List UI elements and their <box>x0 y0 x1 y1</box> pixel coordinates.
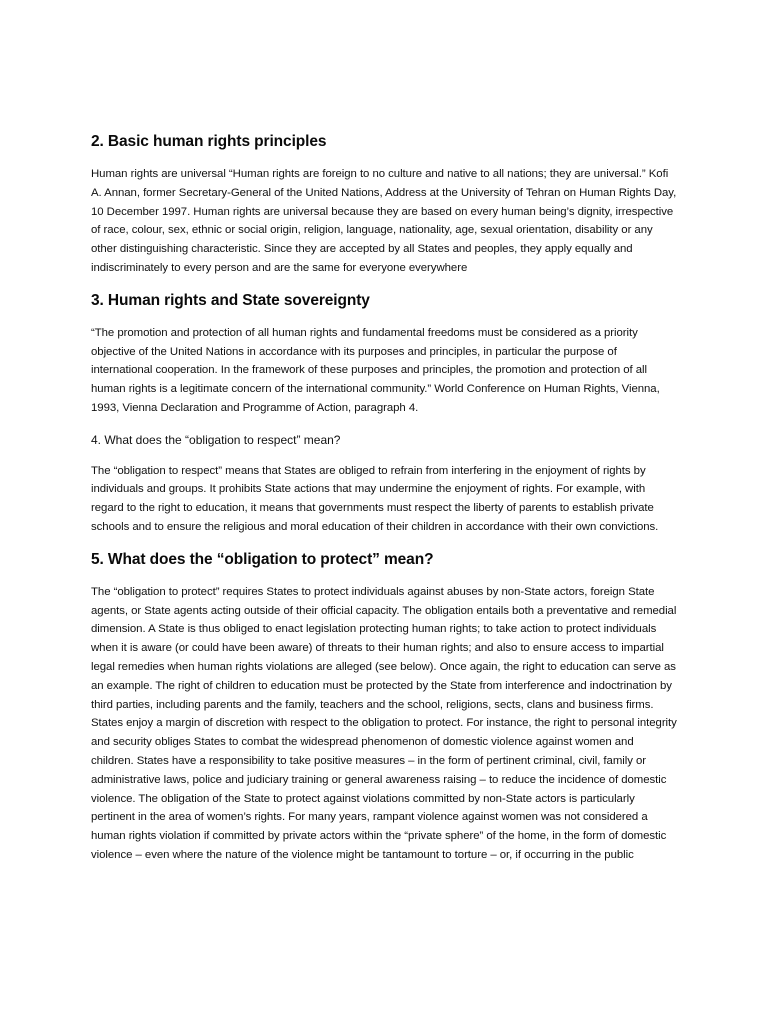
section-heading: 2. Basic human rights principles <box>91 133 327 150</box>
section-heading: 5. What does the “obligation to protect” mean? <box>91 550 434 568</box>
section-obligation-to-protect <box>91 550 677 865</box>
section-basic-principles <box>91 132 677 278</box>
section-paragraph: The “obligation to respect” means that States are obliged to refrain from interfering in the enjoyment of rights by individuals and groups. It prohibits State actions that may undermine the enjoyment of rights. For example, with regard to the right to education, it means that governments must respect the liberty of parents to establish private schools and to ensure the religious and moral education of their children in accordance with their own convictions. <box>91 464 659 533</box>
section-paragraph: “The promotion and protection of all human rights and fundamental freedoms must be considered as a priority objective of the United Nations in accordance with its purposes and principles, in particular the purpose of international cooperation. In the framework of these purposes and principles, the promotion and protection of all human rights is a legitimate concern of the international community.” World Conference on Human Rights, Vienna, 1993, Vienna Declaration and Programme of Action, paragraph 4. <box>91 326 660 414</box>
section-state-sovereignty <box>91 291 677 418</box>
document-page <box>91 126 677 878</box>
section-obligation-to-respect <box>91 431 677 537</box>
section-heading: 4. What does the “obligation to respect” mean? <box>91 432 341 447</box>
section-paragraph: The “obligation to protect” requires States to protect individuals against abuses by non-State actors, foreign State agents, or State agents acting outside of their official capacity. The obligation entails both a preventative and remedial dimension. A State is thus obliged to enact legislation protecting human rights; to take action to protect individuals when it is aware (or could have been aware) of threats to their human rights; and also to ensure access to impartial legal remedies when human rights violations are alleged (see below). Once again, the right to education can serve as an example. The right of children to education must be protected by the State from interference and indoctrination by third parties, including parents and the family, teachers and the school, religions, sects, clans and business firms. States enjoy a margin of discretion with respect to the obligation to protect. For instance, the right to personal integrity and security obliges States to combat the widespread phenomenon of domestic violence against women and children. States have a responsibility to take positive measures – in the form of pertinent criminal, civil, family or administrative laws, police and judiciary training or general awareness raising – to reduce the incidence of domestic violence. The obligation of the State to protect against violations committed by non-State actors is particularly pertinent in the area of women’s rights. For many years, rampant violence against women was not considered a human rights violation if committed by private actors within the “private sphere” of the home, in the form of domestic violence – even where the nature of the violence might be tantamount to torture – or, if occurring in the public <box>91 585 677 861</box>
section-heading: 3. Human rights and State sovereignty <box>91 291 370 309</box>
section-paragraph: Human rights are universal “Human rights are foreign to no culture and native to all nations; they are universal.” Kofi A. Annan, former Secretary-General of the United Nations, Address at the University of Tehran on Human Rights Day, 10 December 1997. Human rights are universal because they are based on every human being’s dignity, irrespective of race, colour, sex, ethnic or social origin, religion, language, nationality, age, sexual orientation, disability or any other distinguishing characteristic. Since they are accepted by all States and peoples, they apply equally and indiscriminately to every person and are the same for everyone everywhere <box>91 168 677 274</box>
